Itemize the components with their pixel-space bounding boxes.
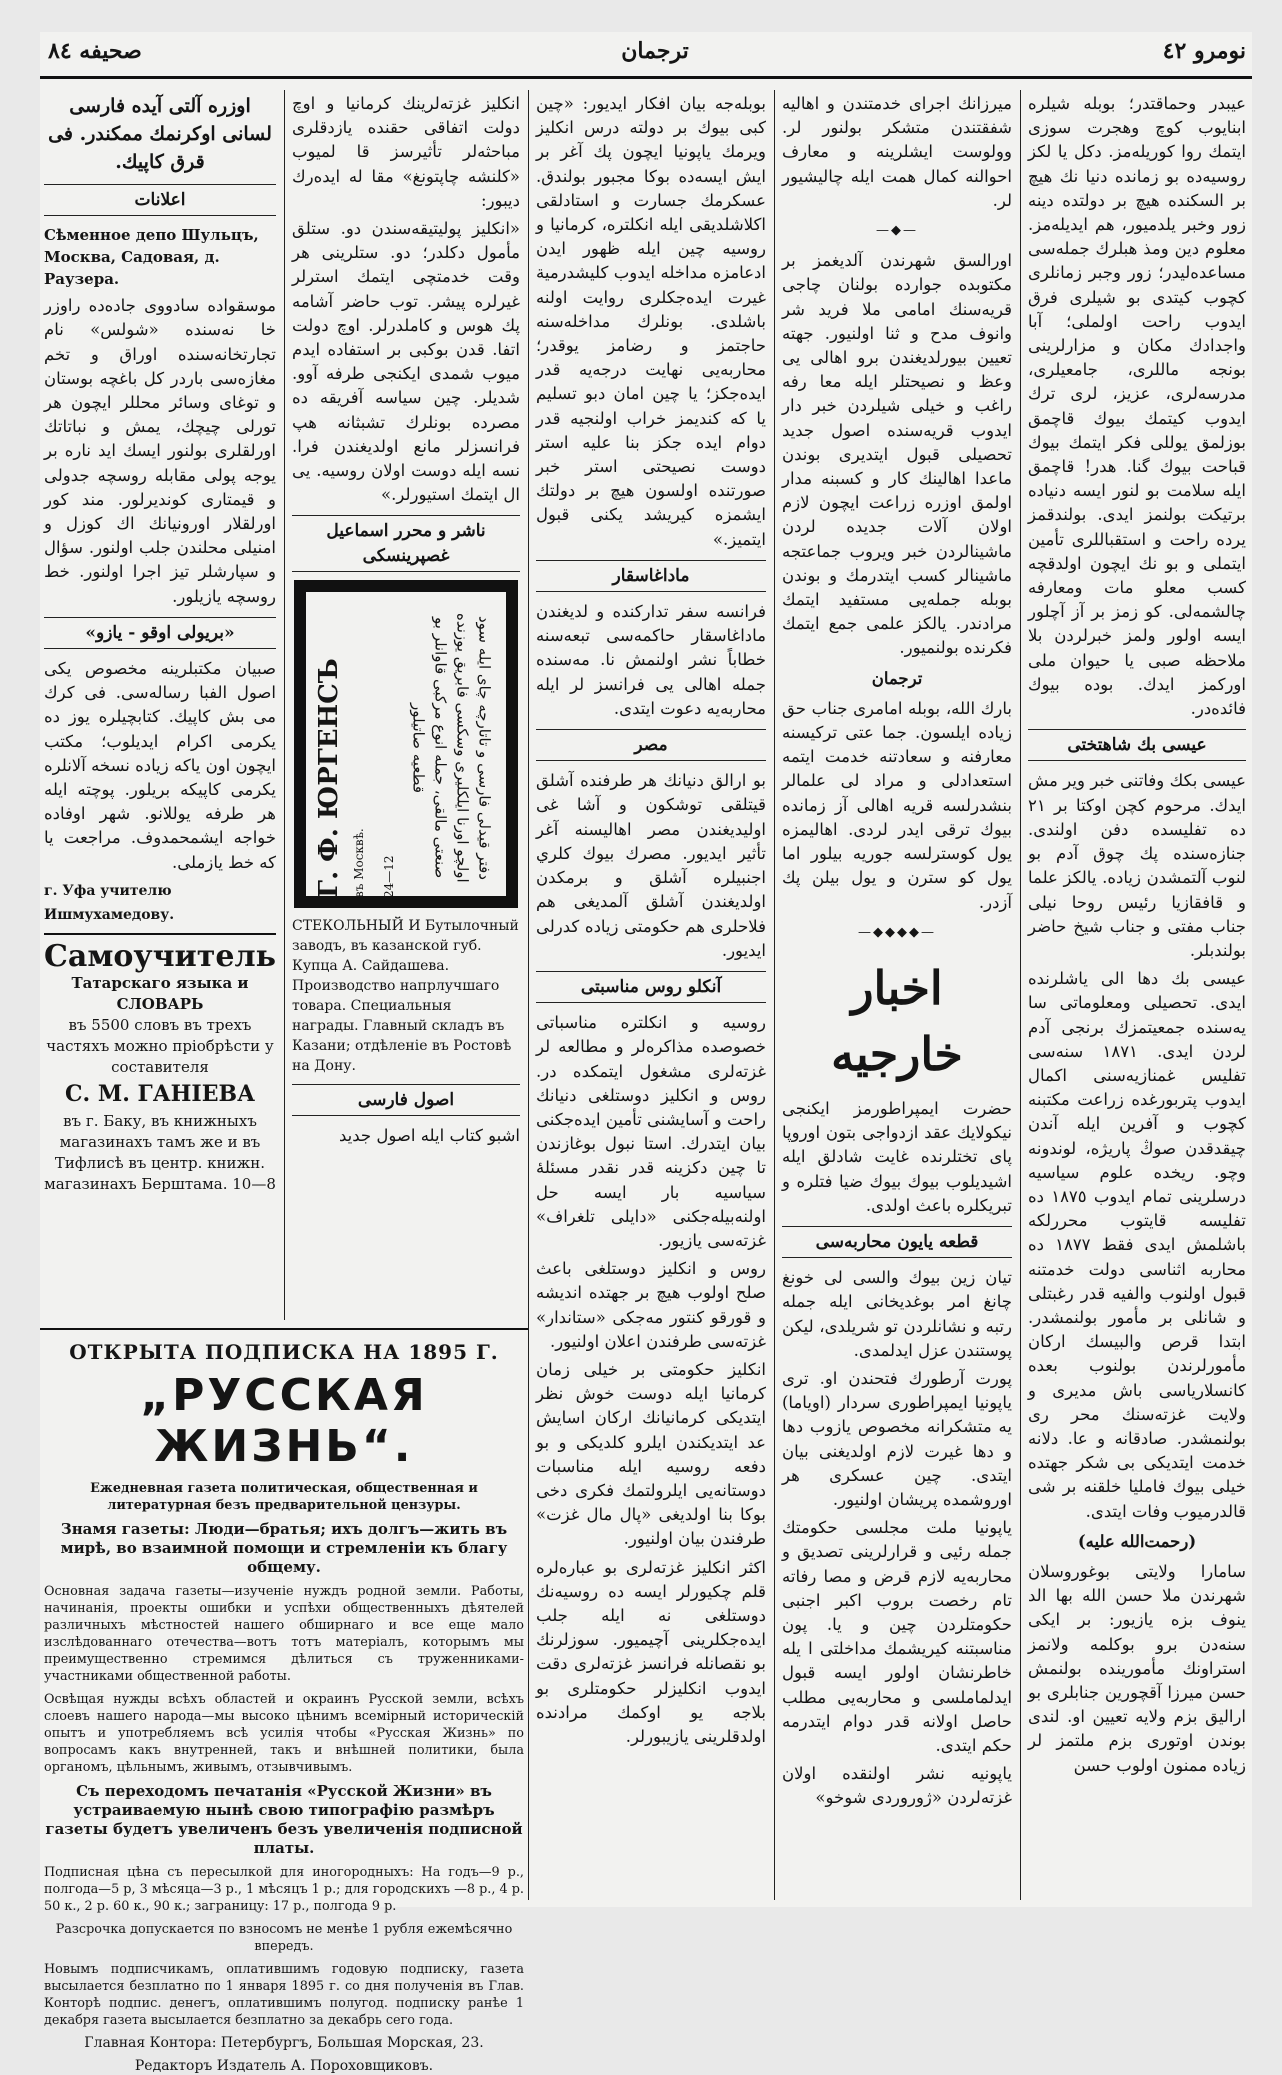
section-heading: ماداغاسقار [536,560,766,592]
author-name: С. М. ГАНІЕВА [65,1081,255,1108]
section-caption: ترجمان [871,668,923,688]
paragraph: سامارا ولايتى بوغوروسلان شهرندن ملا حسن الله بها الد ينوف بزه يازيور: بر ايكى سنه‌دن برو بوكلمه ولانمز استراونك مأمورينده بولنمش حسن ميرزا آقچورين جنابلرى بو اراليق بزم ولايه تعيين او. لندى بوندن اوتورى بزم ملتمز لر زياده ممنون اولوب حسن [1028,1561,1246,1775]
column-divider [528,90,529,1900]
russkaya-zhizn-advertisement [40,1328,528,2074]
masthead-title: ترجمان [621,38,689,64]
subscription-headline: ОТКРЫТА ПОДПИСКА НА 1895 Г. [69,1340,499,1364]
column-divider [284,90,285,1320]
issue-number: نومرو ٤٢ [1162,38,1246,64]
advertisement-number: 24—12 [382,855,397,898]
section-heading: قطعه يايون محاربه‌سى [782,1226,1012,1258]
publisher-line: ناشر و محرر اسماعيل غصپرينسكى [292,515,520,571]
paragraph: پورت آرطورك فتحندن او. ترى ياپونيا ايمپراطورى سردار (اوياما) يه متشكرانه مخصوص يازوب دها و دها غيرت لازم اولديغنى بيان ايتدى. چين عسكرى هر اوروشمده پريشان اولنيور. [782,1368,1012,1509]
column-5 [44,92,276,1322]
advertiser-name: Г. Ф. ЮРГЕНСЪ [313,658,344,898]
paragraph: عيسى بكك وفاتنى خبر وير مش ايدك. مرحوم كچن اوكتا بر ٢١ ده تفليسده دفن اولندى. جنازه‌سنده پك چوق آدم بو لنوب آلتمشدن زياده. يالكز علما و قافقازيا رئيس روحا نيلى جناب مفتى و جناب شيخ حاضر بولندبلر. [1028,771,1246,960]
ad-highlight: Съ переходомъ печатанія «Русской Жизни» въ устраиваемую нынѣ свою типографію размѣръ газеты будетъ увеличенъ безъ увеличенія подписной платы. [45,1782,523,1857]
ornament-separator: —◆◆◆◆— [858,924,936,940]
glass-factory-ad: СТЕКОЛЬНЫЙ И Бутылочный заводъ, въ казанской губ. Купца А. Сайдашева. Производство напрлучшаго товара. Специальныя награды. Главный складъ въ Казани; отдѣленіе въ Ростовѣ на Дону. [292,917,519,1074]
newspaper-motto: Знамя газеты: Люди—братья; ихъ долгъ—жить въ мирѣ, во взаимной помощи и стремленіи къ благу общему. [60,1520,508,1576]
main-office: Главная Контора: Петербургъ, Большая Морская, 23. [84,2035,484,2051]
paragraph: «انكليز پوليتيقه‌سندن دو. ستلق مأمول دكلدر؛ دو. ستلرينى هر وقت خدمتچى ايتمك استرلر غيرلره پيشر. توب حاضر آشامه پك هوس و كاملدرلر. اوچ دولت اتفا. قدن بوكبى بر استفاده ايدم ميوب شمدى ايكنجى طرفه آوو. شديلر. چين سياسه آفريقه ده مصرده بونلرك تشبثانه هپ فرانسزلر مانع اولديغندن فرا. نسه ايله دوست اولان روسيه. يى ال ايتمك استيورلر.» [292,219,520,505]
ad-text: Основная задача газеты—изученіе нуждъ родной земли. Работы, начинанія, проекты ошибки и успѣхи общественныхъ дѣятелей различныхъ мѣстностей нашего обширнаго и все еще мало изслѣдованнаго отечества—вотъ тотъ матеріалъ, которымъ мы преимущественно стремимся дѣлиться съ труженниками-участниками общественной работы. [44,1584,524,1684]
header-rule [40,76,1252,79]
advertiser-city: въ Москвѣ. [351,828,366,898]
paragraph: تيان زين بيوك والسى لى خونغ چانغ امر بوغديخانى ايله جمله رتبه و نشانلردن تو شريلدى، ليكن پوستندن عزل ايدلمدى. [782,1268,1012,1360]
advertisement-text: دفتر قيدلى فارسى و تاتارچه چاى ايله سود اولچو اورنا ايلكليرى وسكسى فابريق يوزنده صنعتى مالقى، جمله انوع مركبى قاوانلر بو قطعيه صاتيلور [409,613,494,883]
section-heading: اصول فارسى [292,1084,520,1116]
paragraph: بارك الله، بوبله امامرى جناب حق زياده ايلسون. جما عتى تركيسنه معارفنه و سعادتنه خدمت ايتمه استعدادلى و مراد لى علمالر بنشدرلسه قريه اهالى آز زمانده بيوك ترقى ايدر لردى. اهاليمزه يول كوسترلسه جوريه بيلور اما يول كو سترن و يول بيلن پك آزدر. [782,698,1012,912]
paragraph: صبيان مكتبلرينه مخصوص يكى اصول الفبا رساله‌سى. فى كرك مى بش كاپيك. كتابچيلره يوز ده يكرمى اكرام ايديلوب؛ مكتب ايچون اون ياكه زياده نسخه آلانلره يكرمى كاپيكه بريلور. پوچته ايله هر طرفه يوللانو. شهر اوفاده خواجه ايشمحمدوف. مراجعت يا كه خط يازملى. [44,659,276,872]
section-heading: اعلانات [44,184,276,216]
paragraph: موسقواده سادووى جاده‌ده راوزر خا نه‌سنده «شولس» نام تجارتخانه‌سنده اوراق و تخم مغازه‌سى باردر كل باغچه بوستان و توغاى وسائر محللر ايچون هر تورلى چيچك، يمش و نباتاتك اورلقلرى بولنور ايسك ايد ناره بر يوجه پولى مقابله روسچه جدولى و قيمتارى كونديرلور. مند كور اورلقلار اورونيانك اك كوزل و امنيلى محلندن جلب اولنور. سؤال و سپارشلر تيز اجرا اولنور. خط روسچه يازيلور. [44,296,276,606]
yurgens-advertisement [294,580,518,908]
paragraph: ياپونيه نشر اولنقده اولان غزته‌لردن «ژوروردى شوخو» [782,1764,1012,1808]
paragraph: انكليز حكومتى بر خيلى زمان كرمانيا ايله دوست خوش نظر ايتديكى كرمانيانك اركان اسايش عد ايتديكندن ايلرو كلديكى و بو دفعه روسيه ايله مناسبات دوستانه‌يى ايلرولتمك فكرى دخى بوكا بنا اولديغى «پال مال غزت» طرفندن بيان اولنيور. [536,1359,766,1549]
newspaper-description: Ежедневная газета политическая, общественная и литературная безъ предварительной цензуры. [90,1481,478,1513]
foreign-news-title: اخبار خارجيه [831,960,963,1081]
section-heading: مصر [536,729,766,761]
self-teacher-title: Самоучитель [44,939,276,975]
seed-depot-address: Сѣменное депо Шульцъ, Москва, Садовая, д. Раузера. [44,226,259,289]
paragraph: عيبدر وحماقتدر؛ بوبله شيلره ابنايوب كوچ وهجرت سوزى ايتمك روا كوريله‌مز. دكل يا لكز روسيه‌ده بو زمانده دنيا نك هيچ بر السكنده هيچ بر دولتده دينه زور وخبر يلدميور، هم ايديله‌مز. معلوم دين ومذ هبلرك جمله‌سى مساعده‌ليدر؛ زور وجبر زمانلرى كچوب كيتدى بو شيلرى فرق ايدوب راحت اولملى؛ آبا واجدادك مكان و مزارلرينى بونجه ماللرى، جامعيلرى، مدرسه‌لرى، عزيز، لرى ترك ايدوب كيتمك بيوك قاچمق بوزلمق يوللى فكر ايتمك بيوك قباحت بيوك گنا. هدر! قاچمق ايله سلامت بو لنور ايسه دنياده برتيكت بولنمز ايدى. بولندقمز يرده راحت و استقباللرى تأمين ايتملى و بو نك ايچون اولدقچه كسب معلو مات ومعارفه چالشمه‌لى. كو زمز بر آز آچلور ايسه اولور ولمز خبرلردن بلا ملاحظه صبى يا حيوان ملى اوركمز ايدك. بوده بيوك فائده‌در. [1028,94,1246,719]
closing-line: (رحمت‌الله عليه) [1077,1531,1197,1551]
column-divider [774,90,775,1900]
paragraph: فرانسه سفر تداركنده و لديغندن ماداغاسقار حاكمه‌سى تبعه‌سنه خطاباً نشر اولنمش نا. مه‌سنده جمله اهالى يى فرانسز لر ايله محاربه‌يه دعوت ايتدى. [536,602,766,718]
column-3 [536,92,766,1900]
paragraph: روسيه و انكلتره مناسباتى خصوصده مذاكره‌لر و مطالعه لر غزته‌لرى مشغول ايتمكده در. روس و انكليز دوستلغى دنيانك راحت و آسايشنى تأمين ايده‌جكنى بيان ايتدرك. استا نبول بوغازندن تا چين دكزينه قدر نقدر مسئلهٔ سياسيه بار ايسه حل اولنه‌بيله‌جكنى «دايلى تلغراف» غزته‌سى يازيور. [536,1013,766,1250]
column-divider [1020,90,1021,1900]
column-2 [782,92,1012,1900]
book-title: «بريولى اوقو - يازو» [44,617,276,649]
paragraph: بوبله‌جه بيان افكار ايديور: «چين كبى بيوك بر دولته درس انكليز ويرمك ياپونيا ايچون پك آغر بر ايش ايسه‌ده بوكا مجبور بولندق. عسكرمك جسارت و استادلقى اكلاشلديقى ايله انكلتره، كرمانيا و روسيه چين ايله ظهور ايدن ادعامزه مداخله ايدوب كليشدرمية غيرت ايده‌جكلرى روايت اولنه باشلدى. بونلرك مداخله‌سنه حاجتمز و رضامز يوقدر؛ محاربه‌يى نهايت درجه‌يه قدر ايده‌جكز؛ يا چين امان دبو تسليم يا كه كنديمز خراب اولنجيه قدر دوام ايده جكز بنا عليه استر دوست نصيحتى استر خبر صورتنده اولسون هيچ بر دولتك ايشمزه كيريشد يكنى قبول ايتميز.» [536,94,766,549]
paragraph: حضرت ايمپراطورمز ايكنجى نيكولايك عقد ازدواجى بتون اوروپا پاى تختلرنده غايت شادلق ايله اشيديلوب بيوك بيوك ضيا فتلره و تبريكلره باعث اولدى. [782,1098,1012,1215]
column-1 [1028,92,1246,1900]
paragraph: بو ارالق دنيانك هر طرفنده آشلق قيتلقى توشكون و آشا غى اوليديغندن مصر اهاليسنه آغر تأثير ايديور. مصرك بيوك كلري اجنبيلره آشلق و برمكدن اولديغندن آشلق آلمديغى هم فلاحلرى هم حكومتى زياده كدرلى ايديور. [536,771,766,960]
ornament-separator: —◆— [876,223,918,239]
paragraph: ميرزانك اجراى خدمتندن و اهاليه شفقتندن متشكر بولنور لر. وولوست ايشلرينه و معارف احوالنه كمال همت ايله چاليشيور لر. [782,94,1012,210]
paragraph: اشبو كتاب ايله اصول جديد [339,1126,520,1146]
paragraph: ياپونيا ملت مجلسى حكومتك جمله رئيى و قرارلرينى تصديق و محاربه‌يه لازم قرض و مصا رفاته تام رخصت بروب اكبر اجنبى حكومتلردن چين و يا. پون مناسبتنه كيريشمك مداخلتى ا يله خاطرنشان اولور ايسه قبول ايدلماملسى و محاربه‌يى مطلب حاصل اولانه قدر دوام ايتدرمه حكم ايتدى. [782,1518,1012,1755]
paragraph: اكثر انكليز غزته‌لرى بو عباره‌لره قلم چكيورلر ايسه ده روسيه‌نك دوستلغى نه ايله جلب ايده‌جكلرينى آچيميور. سوزلرنك بو نقصانله فرانسز غزته‌لرى دقت ايدوب انكليزلر حكومتلرى بو بلاجه يو اوكمك مرادنده اولدقلرينى يازيبورلر. [536,1557,766,1746]
contact-line: г. Уфа учителю Ишмухамедову. [44,882,175,924]
divider [40,1328,528,1330]
page-header [40,32,1252,82]
paragraph: اورالسق شهرندن آلديغمز بر مكتوبده جوارده بولنان چاجى قريه‌سنك امامى ملا فريد شر وانوف مدح و ثنا اولنيور. جهته تعيين بيورلديغندن برو اهالى يى وعظ و نصيحتلر ايله معا رفه راغب و خيلى شيلردن خبر دار ايدوب قريه‌سنده اصول جديد تحصيلى قبول ايتديرى بوندن ماعدا اهالينك كار و كسبنه مدار اولمق اوزره زراعت ايچون لازم اولان آلات جديده لردن ماشينالردن خبر ويروب جماعتجه ماشينالر كسب ايتدرمك و بوندن بوبله جمله‌يى مستفيد ايتمك مرادندر. يالكز علمى جمع ايتمك فكرنده بولنميور. [782,251,1012,658]
page-number: صحيفه ٨٤ [48,38,142,64]
section-heading: آنكلو روس مناسبتى [536,971,766,1003]
newspaper-page [40,32,1252,2074]
new-subscribers-note: Новымъ подписчикамъ, оплатившимъ годовую подписку, газета высылается безплатно по 1 января 1895 г. со дня полученія въ Глав. Конторѣ подпис. денегъ, оплатившимъ полугод. подписку ранѣе 1 декабря газета высылается безплатно за декабрь сего года. [44,1962,524,2028]
paragraph: روس و انكليز دوستلغى باعث صلح اولوب هيچ بر جهتده انديشه و قورقو كنتور مه‌جكى «ستاندار» غزته‌سى طرفندن اعلان اولنيور. [536,1259,766,1351]
subscription-prices: Подписная цѣна съ пересылкой для иногородныхъ: На годъ—9 р., полгода—5 р, 3 мѣсяца—3 р., 1 мѣсяцъ 1 р.; для городскихъ —8 р., 4 р. 50 к., 2 р. 60 к., 90 к.; заграницу: 17 р., полгода 9 р. [44,1865,524,1914]
paragraph: انكليز غزته‌لرينك كرمانيا و اوچ دولت اتفاقى حقنده يازدقلرى مباحثه‌لر تأثيرسز قا لميوب «كلنشه چاپتونغ» مقا له ايده‌رك ديبور: [292,94,520,210]
divider [44,933,276,935]
paragraph: اوزره آلتى آيده فارسى لسانى اوكرنمك ممكندر. فى قرق كاپيك. [48,95,272,173]
paragraph: عيسى بك دها الى ياشلرنده ايدى. تحصيلى ومعلوماتى سا يه‌سنده جمعيتمزك برنجى آدم لردن ايدى. ١٨٧١ سنه‌سى تفليس غمنازيه‌سنى اكمال ايدوب پتربورغده زراعت مكتبنه كچوب و آفرين ايله آندن چيقدقدن صوڭ پاريژه، لوندونه وچو. ريخده علوم سياسيه درسلرينى تمام ايدوب ١٨٧٥ ده تفليسه قايتوب محررلكه باشلمش ايدى فقط ١٨٧٧ ده محاربه اثناسى دولت خدمتنه قبول اولنوب والفيه قدر رغبتلى و شانلى بر مأمور بولنمشدر. ابتدا قرص والبيسك اركان مأمورلرندن بولنوب بعده كانسلارياسى باش مديرى و ولايت غزته‌سنك محر رى بولنمشدر. صادقانه و عا. دلانه خدمت ايتديكى بى شكر جهتده خيلى بيوك فامليا خلقنه بر شى قالدرميوب وفات ايتدى. [1028,969,1246,1521]
section-heading: عيسى بك شاهتختى [1028,729,1246,761]
self-teacher-subtitle: Татарскаго языка и СЛОВАРЬ [71,974,249,1014]
installment-note: Разсрочка допускается по взносомъ не менѣе 1 рубля ежемѣсячно впередъ. [55,1922,513,1954]
self-teacher-text: въ 5500 словъ въ трехъ частяхъ можно пріобрѣсти у составителя [46,1016,274,1077]
editor-line: Редакторъ Издатель А. Пороховщиковъ. [134,2058,434,2074]
self-teacher-stores: въ г. Баку, въ книжныхъ магазинахъ тамъ же и въ Тифлисѣ въ центр. книжн. магазинахъ Берштама. 10—8 [44,1111,276,1193]
ad-text: Освѣщая нужды всѣхъ областей и окраинъ Русской земли, всѣхъ слоевъ нашего народа—мы высоко цѣнимъ всемірный историческій опытъ и употребляемъ всѣ усилія чтобы «Русская Жизнь» по вопросамъ какъ внутренней, такъ и внѣшней политики, была органомъ, цѣльнымъ, живымъ, отзывчивымъ. [44,1692,524,1775]
newspaper-title: „РУССКАЯ ЖИЗНЬ“. [140,1370,428,1472]
column-4 [292,92,520,1322]
